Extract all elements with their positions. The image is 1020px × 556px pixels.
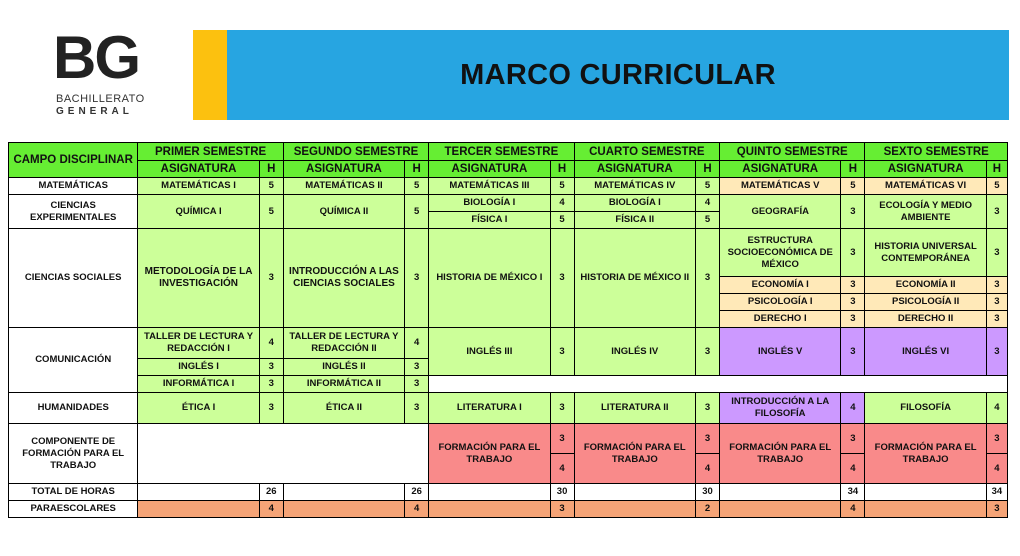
empty-cell bbox=[138, 501, 259, 518]
subject-cell: ECOLOGÍA Y MEDIO AMBIENTE bbox=[865, 195, 986, 229]
subject-cell: INGLÉS IV bbox=[574, 328, 695, 376]
subject-cell: INGLÉS III bbox=[429, 328, 550, 376]
hours-cell: 3 bbox=[259, 376, 283, 393]
total-hours-cell: 30 bbox=[550, 484, 574, 501]
hours-header: H bbox=[259, 161, 283, 178]
subject-cell: INGLÉS VI bbox=[865, 328, 986, 376]
subject-cell: TALLER DE LECTURA Y REDACCIÓN II bbox=[283, 328, 404, 359]
subject-cell: INTRODUCCIÓN A LA FILOSOFÍA bbox=[720, 393, 841, 424]
hours-header: H bbox=[550, 161, 574, 178]
hours-cell: 3 bbox=[405, 376, 429, 393]
hours-cell: 5 bbox=[695, 178, 719, 195]
hours-cell: 3 bbox=[841, 311, 865, 328]
hours-cell: 4 bbox=[841, 393, 865, 424]
hours-cell: 5 bbox=[550, 178, 574, 195]
asignatura-header: ASIGNATURA bbox=[138, 161, 259, 178]
hours-cell: 3 bbox=[405, 393, 429, 424]
subject-cell: MATEMÁTICAS II bbox=[283, 178, 404, 195]
hours-cell: 3 bbox=[405, 359, 429, 376]
asignatura-header: ASIGNATURA bbox=[283, 161, 404, 178]
semester-header: TERCER SEMESTRE bbox=[429, 143, 574, 161]
subject-cell: INTRODUCCIÓN A LAS CIENCIAS SOCIALES bbox=[283, 229, 404, 328]
hours-cell: 3 bbox=[695, 393, 719, 424]
hours-cell: 3 bbox=[841, 294, 865, 311]
subject-cell: QUÍMICA I bbox=[138, 195, 259, 229]
para-hours-cell: 4 bbox=[405, 501, 429, 518]
semester-header: PRIMER SEMESTRE bbox=[138, 143, 283, 161]
total-hours-cell: 34 bbox=[986, 484, 1007, 501]
subject-cell: BIOLOGÍA I bbox=[574, 195, 695, 212]
empty-cell bbox=[574, 501, 695, 518]
hours-cell: 3 bbox=[986, 328, 1007, 376]
header-accent-bar bbox=[193, 30, 227, 120]
hours-cell: 3 bbox=[550, 229, 574, 328]
subject-cell: LITERATURA I bbox=[429, 393, 550, 424]
hours-cell: 5 bbox=[259, 178, 283, 195]
hours-cell: 3 bbox=[695, 328, 719, 376]
hours-cell: 4 bbox=[550, 195, 574, 212]
empty-cell bbox=[138, 484, 259, 501]
subject-cell: FÍSICA I bbox=[429, 212, 550, 229]
subject-cell: FORMACIÓN PARA EL TRABAJO bbox=[574, 424, 695, 484]
title-banner bbox=[227, 30, 1009, 120]
hours-cell: 3 bbox=[841, 328, 865, 376]
subject-cell: MATEMÁTICAS V bbox=[720, 178, 841, 195]
subject-cell: MATEMÁTICAS I bbox=[138, 178, 259, 195]
subject-cell: TALLER DE LECTURA Y REDACCIÓN I bbox=[138, 328, 259, 359]
hours-cell: 3 bbox=[986, 229, 1007, 277]
hours-header: H bbox=[695, 161, 719, 178]
hours-cell: 3 bbox=[986, 424, 1007, 454]
subject-cell: FORMACIÓN PARA EL TRABAJO bbox=[720, 424, 841, 484]
subject-cell: INGLÉS V bbox=[720, 328, 841, 376]
empty-cell bbox=[283, 484, 404, 501]
para-hours-cell: 3 bbox=[986, 501, 1007, 518]
subject-cell: HISTORIA DE MÉXICO I bbox=[429, 229, 550, 328]
asignatura-header: ASIGNATURA bbox=[429, 161, 550, 178]
empty-cell bbox=[574, 484, 695, 501]
subject-cell: ÉTICA I bbox=[138, 393, 259, 424]
para-hours-cell: 4 bbox=[841, 501, 865, 518]
subject-cell: HISTORIA UNIVERSAL CONTEMPORÁNEA bbox=[865, 229, 986, 277]
subject-cell: FORMACIÓN PARA EL TRABAJO bbox=[865, 424, 986, 484]
hours-cell: 3 bbox=[841, 229, 865, 277]
logo-mark: BG bbox=[53, 24, 139, 91]
campo-paraescolares: PARAESCOLARES bbox=[9, 501, 138, 518]
subject-cell: INGLÉS II bbox=[283, 359, 404, 376]
hours-cell: 3 bbox=[405, 229, 429, 328]
hours-cell: 3 bbox=[259, 359, 283, 376]
subject-cell: METODOLOGÍA DE LA INVESTIGACIÓN bbox=[138, 229, 259, 328]
hours-cell: 3 bbox=[695, 424, 719, 454]
subject-cell: MATEMÁTICAS VI bbox=[865, 178, 986, 195]
subject-cell: PSICOLOGÍA II bbox=[865, 294, 986, 311]
hours-cell: 5 bbox=[986, 178, 1007, 195]
hours-header: H bbox=[841, 161, 865, 178]
hours-cell: 3 bbox=[986, 311, 1007, 328]
subject-cell: ECONOMÍA II bbox=[865, 277, 986, 294]
para-hours-cell: 4 bbox=[259, 501, 283, 518]
subject-cell: INGLÉS I bbox=[138, 359, 259, 376]
hours-cell: 4 bbox=[695, 195, 719, 212]
hours-cell: 4 bbox=[259, 328, 283, 359]
curriculum-table bbox=[8, 142, 1008, 518]
semester-header: QUINTO SEMESTRE bbox=[720, 143, 865, 161]
asignatura-header: ASIGNATURA bbox=[574, 161, 695, 178]
subject-cell: HISTORIA DE MÉXICO II bbox=[574, 229, 695, 328]
semester-header: SEXTO SEMESTRE bbox=[865, 143, 1008, 161]
subject-cell: FÍSICA II bbox=[574, 212, 695, 229]
campo-comunicacion: COMUNICACIÓN bbox=[9, 328, 138, 393]
subject-cell: DERECHO I bbox=[720, 311, 841, 328]
hours-cell: 5 bbox=[550, 212, 574, 229]
hours-cell: 5 bbox=[695, 212, 719, 229]
hours-cell: 5 bbox=[405, 178, 429, 195]
subject-cell: FILOSOFÍA bbox=[865, 393, 986, 424]
hours-cell: 3 bbox=[841, 424, 865, 454]
empty-cell bbox=[720, 484, 841, 501]
page-title: MARCO CURRICULAR bbox=[460, 58, 776, 91]
para-hours-cell: 2 bbox=[695, 501, 719, 518]
asignatura-header: ASIGNATURA bbox=[720, 161, 841, 178]
campo-ciencias-sociales: CIENCIAS SOCIALES bbox=[9, 229, 138, 328]
hours-cell: 4 bbox=[986, 454, 1007, 484]
subject-cell: ÉTICA II bbox=[283, 393, 404, 424]
total-hours-cell: 30 bbox=[695, 484, 719, 501]
semester-header: CUARTO SEMESTRE bbox=[574, 143, 719, 161]
subject-cell: FORMACIÓN PARA EL TRABAJO bbox=[429, 424, 550, 484]
hours-cell: 3 bbox=[259, 393, 283, 424]
subject-cell: INFORMÁTICA I bbox=[138, 376, 259, 393]
hours-cell: 4 bbox=[841, 454, 865, 484]
campo-matematicas: MATEMÁTICAS bbox=[9, 178, 138, 195]
hours-cell: 3 bbox=[550, 424, 574, 454]
hours-cell: 3 bbox=[550, 328, 574, 376]
empty-cell bbox=[429, 484, 550, 501]
empty-cell bbox=[865, 484, 986, 501]
hours-cell: 5 bbox=[841, 178, 865, 195]
subject-cell: MATEMÁTICAS IV bbox=[574, 178, 695, 195]
hours-header: H bbox=[986, 161, 1007, 178]
logo-line-1: BACHILLERATO bbox=[56, 93, 145, 105]
campo-ciencias-experimentales: CIENCIAS EXPERIMENTALES bbox=[9, 195, 138, 229]
campo-header: CAMPO DISCIPLINAR bbox=[9, 143, 138, 178]
subject-cell: BIOLOGÍA I bbox=[429, 195, 550, 212]
hours-cell: 4 bbox=[550, 454, 574, 484]
empty-cell bbox=[138, 424, 429, 484]
hours-cell: 3 bbox=[986, 195, 1007, 229]
hours-header: H bbox=[405, 161, 429, 178]
total-hours-cell: 26 bbox=[405, 484, 429, 501]
hours-cell: 3 bbox=[841, 277, 865, 294]
hours-cell: 5 bbox=[405, 195, 429, 229]
campo-componente-trabajo: COMPONENTE DE FORMACIÓN PARA EL TRABAJO bbox=[9, 424, 138, 484]
hours-cell: 3 bbox=[695, 229, 719, 328]
subject-cell: GEOGRAFÍA bbox=[720, 195, 841, 229]
subject-cell: LITERATURA II bbox=[574, 393, 695, 424]
empty-cell bbox=[865, 501, 986, 518]
para-hours-cell: 3 bbox=[550, 501, 574, 518]
hours-cell: 5 bbox=[259, 195, 283, 229]
empty-cell bbox=[283, 501, 404, 518]
total-hours-cell: 34 bbox=[841, 484, 865, 501]
logo-line-2: GENERAL bbox=[56, 106, 133, 117]
empty-cell bbox=[720, 501, 841, 518]
hours-cell: 3 bbox=[986, 277, 1007, 294]
subject-cell: ECONOMÍA I bbox=[720, 277, 841, 294]
campo-humanidades: HUMANIDADES bbox=[9, 393, 138, 424]
subject-cell: QUÍMICA II bbox=[283, 195, 404, 229]
subject-cell: DERECHO II bbox=[865, 311, 986, 328]
hours-cell: 3 bbox=[986, 294, 1007, 311]
subject-cell: MATEMÁTICAS III bbox=[429, 178, 550, 195]
hours-cell: 4 bbox=[986, 393, 1007, 424]
empty-cell bbox=[429, 501, 550, 518]
asignatura-header: ASIGNATURA bbox=[865, 161, 986, 178]
hours-cell: 3 bbox=[259, 229, 283, 328]
semester-header: SEGUNDO SEMESTRE bbox=[283, 143, 428, 161]
subject-cell: INFORMÁTICA II bbox=[283, 376, 404, 393]
subject-cell: PSICOLOGÍA I bbox=[720, 294, 841, 311]
empty-cell bbox=[429, 376, 1008, 393]
hours-cell: 3 bbox=[841, 195, 865, 229]
hours-cell: 4 bbox=[405, 328, 429, 359]
subject-cell: ESTRUCTURA SOCIOECONÓMICA DE MÉXICO bbox=[720, 229, 841, 277]
hours-cell: 4 bbox=[695, 454, 719, 484]
campo-total-horas: TOTAL DE HORAS bbox=[9, 484, 138, 501]
total-hours-cell: 26 bbox=[259, 484, 283, 501]
hours-cell: 3 bbox=[550, 393, 574, 424]
